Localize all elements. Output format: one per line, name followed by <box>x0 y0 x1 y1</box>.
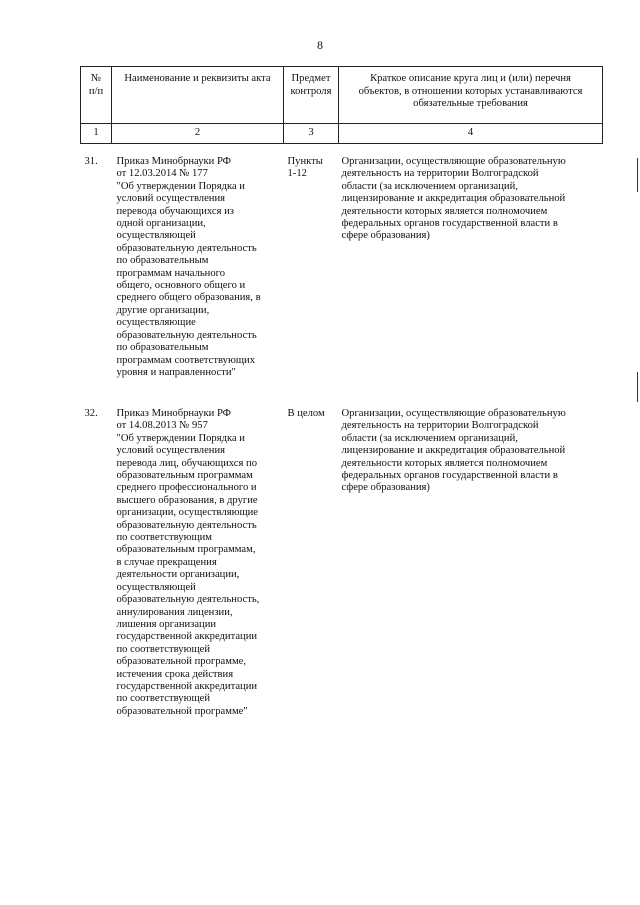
requirements-table <box>80 66 603 718</box>
act-name-cell: Приказ Минобрнауки РФ от 12.03.2014 № 177 "Об утверждении Порядка и условий осуществления перевода обучающихся из одной организации, осуществляющей образовательную деятельность по образовательным программам начального общего, основного общего и среднего общего образования, в другие организации, осуществляющие образовательную деятельность по образовательным программам соответствующих уровня и направленности" <box>116 156 261 378</box>
column-number-row <box>81 124 603 144</box>
description-cell: Организации, осуществляющие образовательную деятельность на территории Волгоградской области (за исключением организаций, лицензирование и аккредитация образовательной деятельности которых является полномочием федеральных органов государственной власти в сфере образования) <box>341 408 566 494</box>
header-act: Наименование и реквизиты акта <box>112 67 284 124</box>
scan-edge-mark <box>637 158 638 192</box>
header-num: № п/п <box>81 67 112 124</box>
column-number-3: 3 <box>284 124 339 144</box>
column-number-2: 2 <box>112 124 284 144</box>
row-number: 32. <box>84 408 98 419</box>
page-number: 8 <box>317 38 323 52</box>
header-subject: Предмет контроля <box>284 67 339 124</box>
table-row <box>81 144 603 405</box>
subject-cell: В целом <box>287 408 325 419</box>
scan-edge-mark <box>637 372 638 402</box>
description-cell: Организации, осуществляющие образовательную деятельность на территории Волгоградской области (за исключением организаций, лицензирование и аккредитация образовательной деятельности которых является полномочием федеральных органов государственной власти в сфере образования) <box>341 156 566 242</box>
row-number: 31. <box>84 156 98 167</box>
act-name-cell: Приказ Минобрнауки РФ от 14.08.2013 № 957 "Об утверждении Порядка и условий осуществления перевода лиц, обучающихся по образовательным программам среднего профессионального и высшего образования, в другие организации, осуществляющие образовательную деятельность по соответствующим образовательным программам, в случае прекращения деятельности организации, осуществляющей образовательную деятельность, аннулирования лицензии, лишения организации государственной аккредитации по соответствующей образовательной программе, истечения срока действия государственной аккредитации по соответствующей образовательной программе" <box>116 408 260 717</box>
table-header-row <box>81 67 603 124</box>
header-description: Краткое описание круга лиц и (или) перечня объектов, в отношении которых устанавливаются обязательные требования <box>339 67 603 124</box>
table-row <box>81 404 603 718</box>
column-number-1: 1 <box>81 124 112 144</box>
subject-cell: Пункты 1-12 <box>287 156 323 180</box>
column-number-4: 4 <box>339 124 603 144</box>
